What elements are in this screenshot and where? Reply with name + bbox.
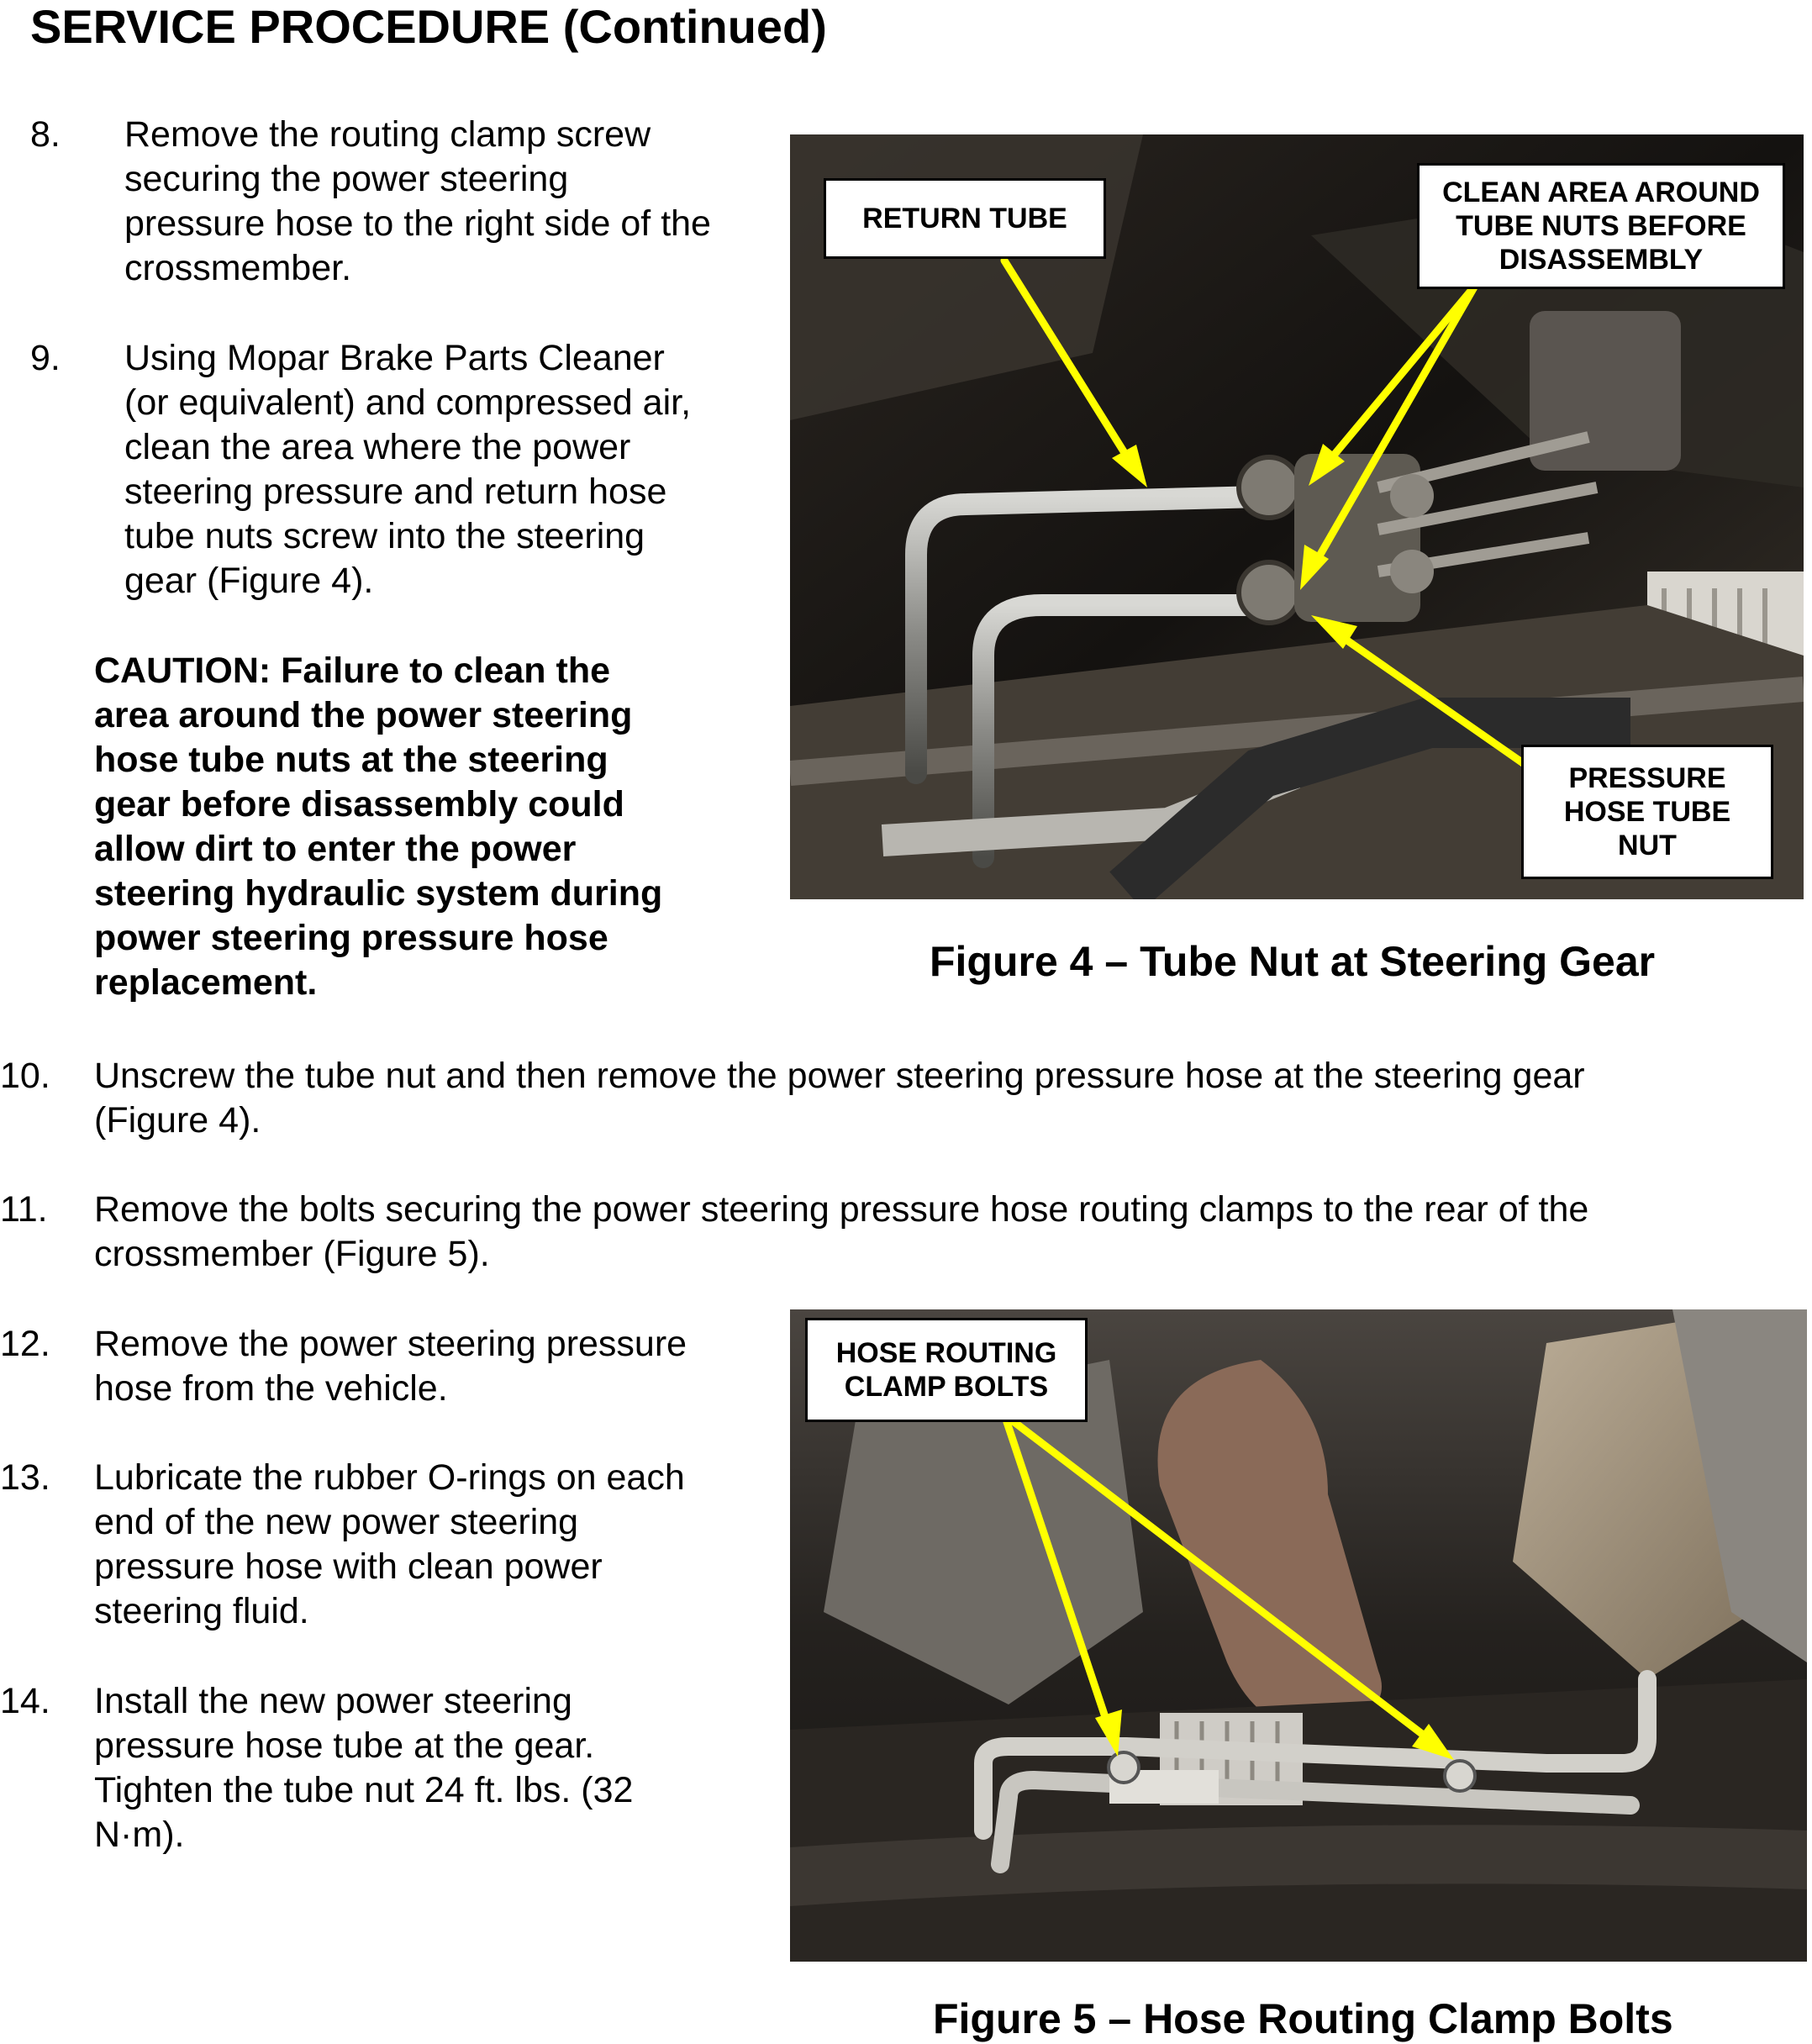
figure-5-caption: Figure 5 – Hose Routing Clamp Bolts (933, 1995, 1673, 2042)
step-text: Remove the bolts securing the power steering pressure hose routing clamps to the rear of the crossmember (Figure 5). (94, 1189, 1589, 1274)
figure-4-photo (790, 134, 1804, 899)
step-text: Remove the power steering pressure hose from the vehicle. (94, 1324, 687, 1409)
callout-pressure-nut: PRESSURE HOSE TUBE NUT (1521, 745, 1773, 879)
step-number: 14. (0, 1681, 50, 1721)
step-text: Remove the routing clamp screw securing the power steering pressure hose to the right side of the crossmember. (124, 114, 711, 288)
step-13 (0, 1456, 756, 1641)
step-number: 9. (30, 338, 61, 378)
step-number: 12. (0, 1324, 50, 1364)
caution-note: CAUTION: Failure to clean the area around the power steering hose tube nuts at the steering gear before disassembly could allow dirt to enter the power steering hydraulic system during power steering pressure hose replacement. (94, 651, 663, 1003)
step-text: Install the new power steering pressure hose tube at the gear. Tighten the tube nut 24 ft. lbs. (32 N·m). (94, 1681, 634, 1855)
step-number: 10. (0, 1056, 50, 1096)
step-number: 11. (0, 1189, 48, 1230)
callout-clamp-bolts: HOSE ROUTING CLAMP BOLTS (805, 1318, 1088, 1422)
page-title: SERVICE PROCEDURE (Continued) (30, 0, 827, 53)
step-text: Lubricate the rubber O-rings on each end of the new power steering pressure hose with clean power steering fluid. (94, 1457, 685, 1631)
figure-5-photo (790, 1309, 1807, 1962)
step-8 (30, 113, 753, 298)
step-11 (0, 1188, 1799, 1280)
step-9 (30, 336, 753, 1025)
step-text: Unscrew the tube nut and then remove the power steering pressure hose at the steering gear (Figure 4). (94, 1056, 1585, 1141)
figure-4-caption: Figure 4 – Tube Nut at Steering Gear (930, 938, 1656, 985)
step-14 (0, 1679, 756, 1864)
step-number: 13. (0, 1457, 50, 1498)
step-12 (0, 1322, 756, 1414)
step-number: 8. (30, 114, 61, 155)
callout-clean-area: CLEAN AREA AROUND TUBE NUTS BEFORE DISASSEMBLY (1417, 163, 1785, 289)
step-10 (0, 1054, 1799, 1146)
callout-return-tube: RETURN TUBE (824, 178, 1106, 259)
step-text: Using Mopar Brake Parts Cleaner (or equivalent) and compressed air, clean the area where the power steering pressure and return hose tube nuts screw into the steering gear (Figure 4). (124, 338, 692, 601)
